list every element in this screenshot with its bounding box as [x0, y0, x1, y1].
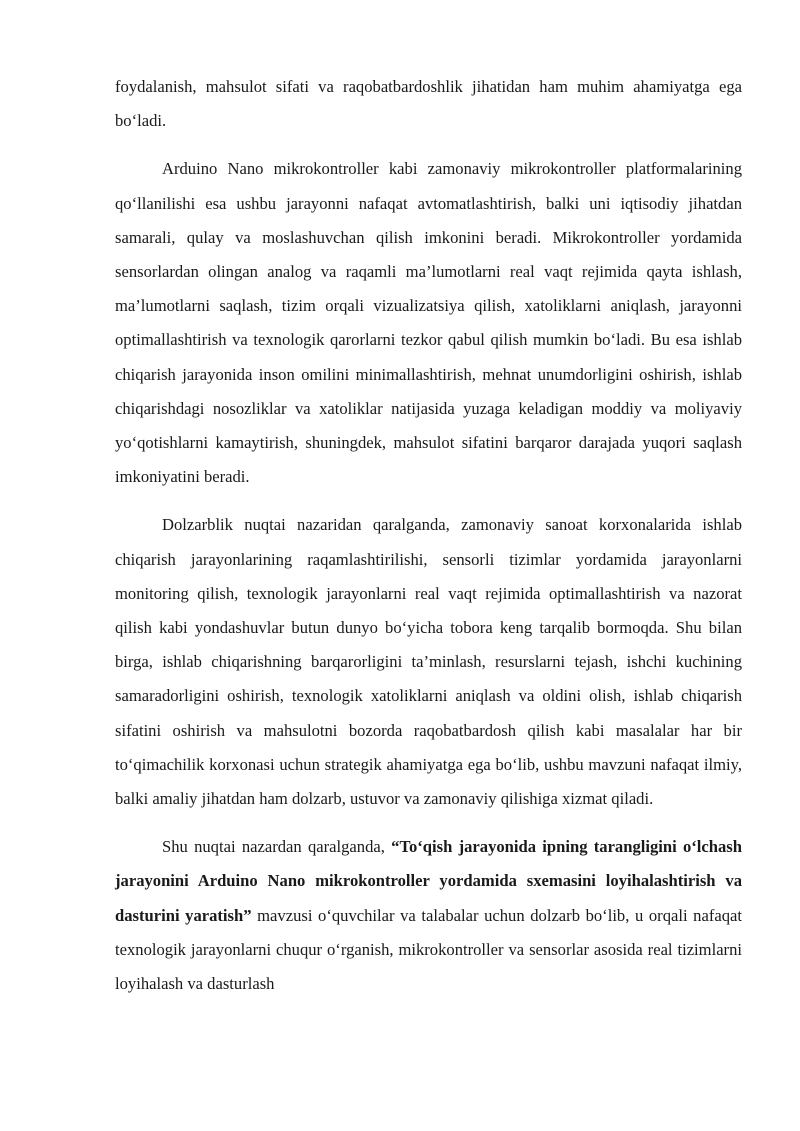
paragraph-arduino-nano: Arduino Nano mikrokontroller kabi zamonaviy mikrokontroller platformalarining qo‘llanilishi esa ushbu jarayonni nafaqat avtomatlashtirish, balki uni iqtisodiy jihatdan samarali, qulay va moslashuvchan qilish imkonini beradi. Mikrokontroller yordamida sensorlardan olingan analog va raqamli ma’lumotlarni real vaqt rejimida qayta ishlash, ma’lumotlarni saqlash, tizim orqali vizualizatsiya qilish, xatoliklarni aniqlash, jarayonni optimallashtirish va texnologik qarorlarni tezkor qabul qilish mumkin bo‘ladi. Bu esa ishlab chiqarish jarayonida inson omilini minimallashtirish, mehnat unumdorligini oshirish, ishlab chiqarishdagi nosozliklar va xatoliklar natijasida yuzaga keladigan moddiy va moliyaviy yo‘qotishlarni kamaytirish, shuningdek, mahsulot sifatini barqaror darajada yuqori saqlash imkoniyatini beradi. [115, 159, 742, 487]
topic-tail-text: mavzusi o‘quvchilar va talabalar uchun dolzarb bo‘lib, u orqali nafaqat texnologik jarayonlarni chuqur o‘rganish, mikrokontroller va sensorlar asosida real tizimlarni loyihalash va dasturlash [115, 905, 743, 994]
document-page [115, 70, 742, 1015]
paragraph-topic [115, 830, 742, 1001]
topic-lead-text: Shu nuqtai nazardan qaralganda, [162, 837, 392, 857]
paragraph-continuation: foydalanish, mahsulot sifati va raqobatbardoshlik jihatidan ham muhim ahamiyatga ega bo‘ladi. [115, 77, 742, 131]
topic-title-bold: “To‘qish jarayonida ipning tarangligini o‘lchash jarayonini Arduino Nano mikrokontroller yordamida sxemasini loyihalashtirish va dasturini yaratish” [115, 837, 742, 925]
paragraph-dolzarblik: Dolzarblik nuqtai nazaridan qaralganda, zamonaviy sanoat korxonalarida ishlab chiqarish jarayonlarining raqamlashtirilishi, sensorli tizimlar yordamida jarayonlarni monitoring qilish, texnologik jarayonlarni real vaqt rejimida optimallashtirish va nazorat qilish kabi yondashuvlar butun dunyo bo‘yicha tobora keng tarqalib bormoqda. Shu bilan birga, ishlab chiqarishning barqarorligini ta’minlash, resurslarni tejash, ishchi kuchining samaradorligini oshirish, texnologik xatoliklarni aniqlash va oldini olish, ishlab chiqarish sifatini oshirish va mahsulotni bozorda raqobatbardosh qilish kabi masalalar har bir to‘qimachilik korxonasi uchun strategik ahamiyatga ega bo‘lib, ushbu mavzuni nafaqat ilmiy, balki amaliy jihatdan ham dolzarb, ustuvor va zamonaviy qilishiga xizmat qiladi. [115, 515, 742, 809]
